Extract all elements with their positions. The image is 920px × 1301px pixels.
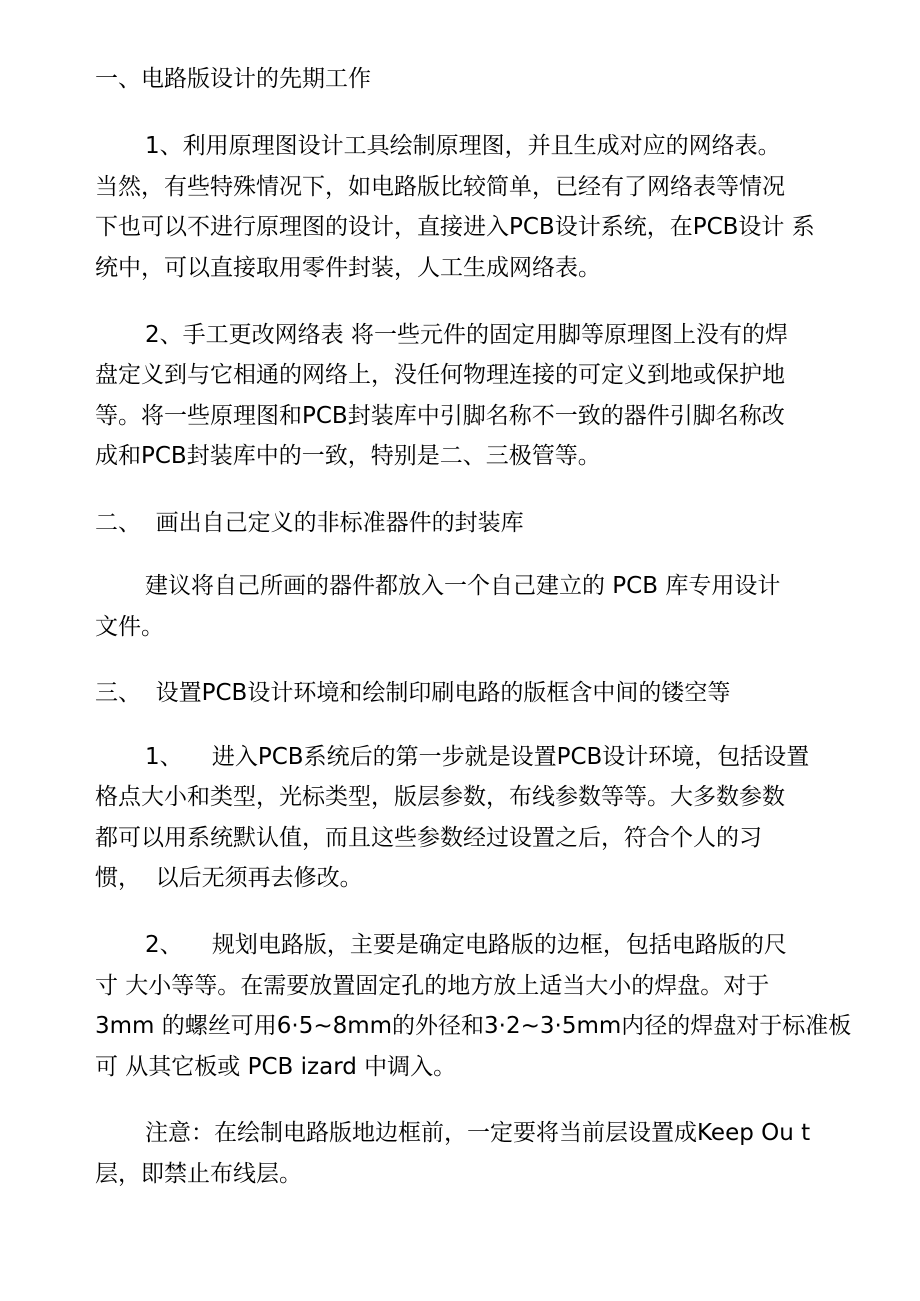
paragraph-line: 等。将一些原理图和PCB封装库中引脚名称不一致的器件引脚名称改 [95,403,785,429]
paragraph-line: 寸 大小等等。在需要放置固定孔的地方放上适当大小的焊盘。对于 [95,973,770,999]
paragraph-line: 都可以用系统默认值，而且这些参数经过设置之后，符合个人的习 [95,825,762,851]
paragraph-line: 文件。 [95,614,164,640]
paragraph-line: 2、 规划电路版，主要是确定电路版的边框，包括电路版的尺 [145,932,787,958]
paragraph-line: 盘定义到与它相通的网络上，没任何物理连接的可定义到地或保护地 [95,362,785,388]
paragraph-line: 下也可以不进行原理图的设计，直接进入PCB设计系统，在PCB设计 系 [95,214,815,240]
paragraph-line: 当然，有些特殊情况下，如电路版比较简单，已经有了网络表等情况 [95,174,785,200]
section-2-heading: 二、 画出自己定义的非标准器件的封装库 [95,510,524,536]
paragraph-line: 3mm 的螺丝可用6·5~8mm的外径和3·2~3·5mm内径的焊盘对于标准板 [95,1013,852,1039]
paragraph-line: 格点大小和类型，光标类型，版层参数，布线参数等等。大多数参数 [95,784,785,810]
paragraph-line: 建议将自己所画的器件都放入一个自己建立的 PCB 库专用设计 [145,573,781,599]
paragraph-line: 1、利用原理图设计工具绘制原理图，并且生成对应的网络表。 [145,133,781,159]
paragraph-line: 统中，可以直接取用零件封装，人工生成网络表。 [95,255,601,281]
note-line: 层，即禁止布线层。 [95,1161,302,1187]
section-3-heading: 三、 设置PCB设计环境和绘制印刷电路的版框含中间的镂空等 [95,680,731,706]
paragraph-line: 2、手工更改网络表 将一些元件的固定用脚等原理图上没有的焊 [145,322,788,348]
paragraph-line: 1、 进入PCB系统后的第一步就是设置PCB设计环境，包括设置 [145,744,810,770]
paragraph-line: 惯， 以后无须再去修改。 [95,865,363,891]
note-line: 注意：在绘制电路版地边框前，一定要将当前层设置成Keep Ou t [145,1120,811,1146]
paragraph-line: 成和PCB封装库中的一致，特别是二、三极管等。 [95,443,601,469]
paragraph-line: 可 从其它板或 PCB izard 中调入。 [95,1054,457,1080]
section-1-heading: 一、电路版设计的先期工作 [95,66,371,92]
